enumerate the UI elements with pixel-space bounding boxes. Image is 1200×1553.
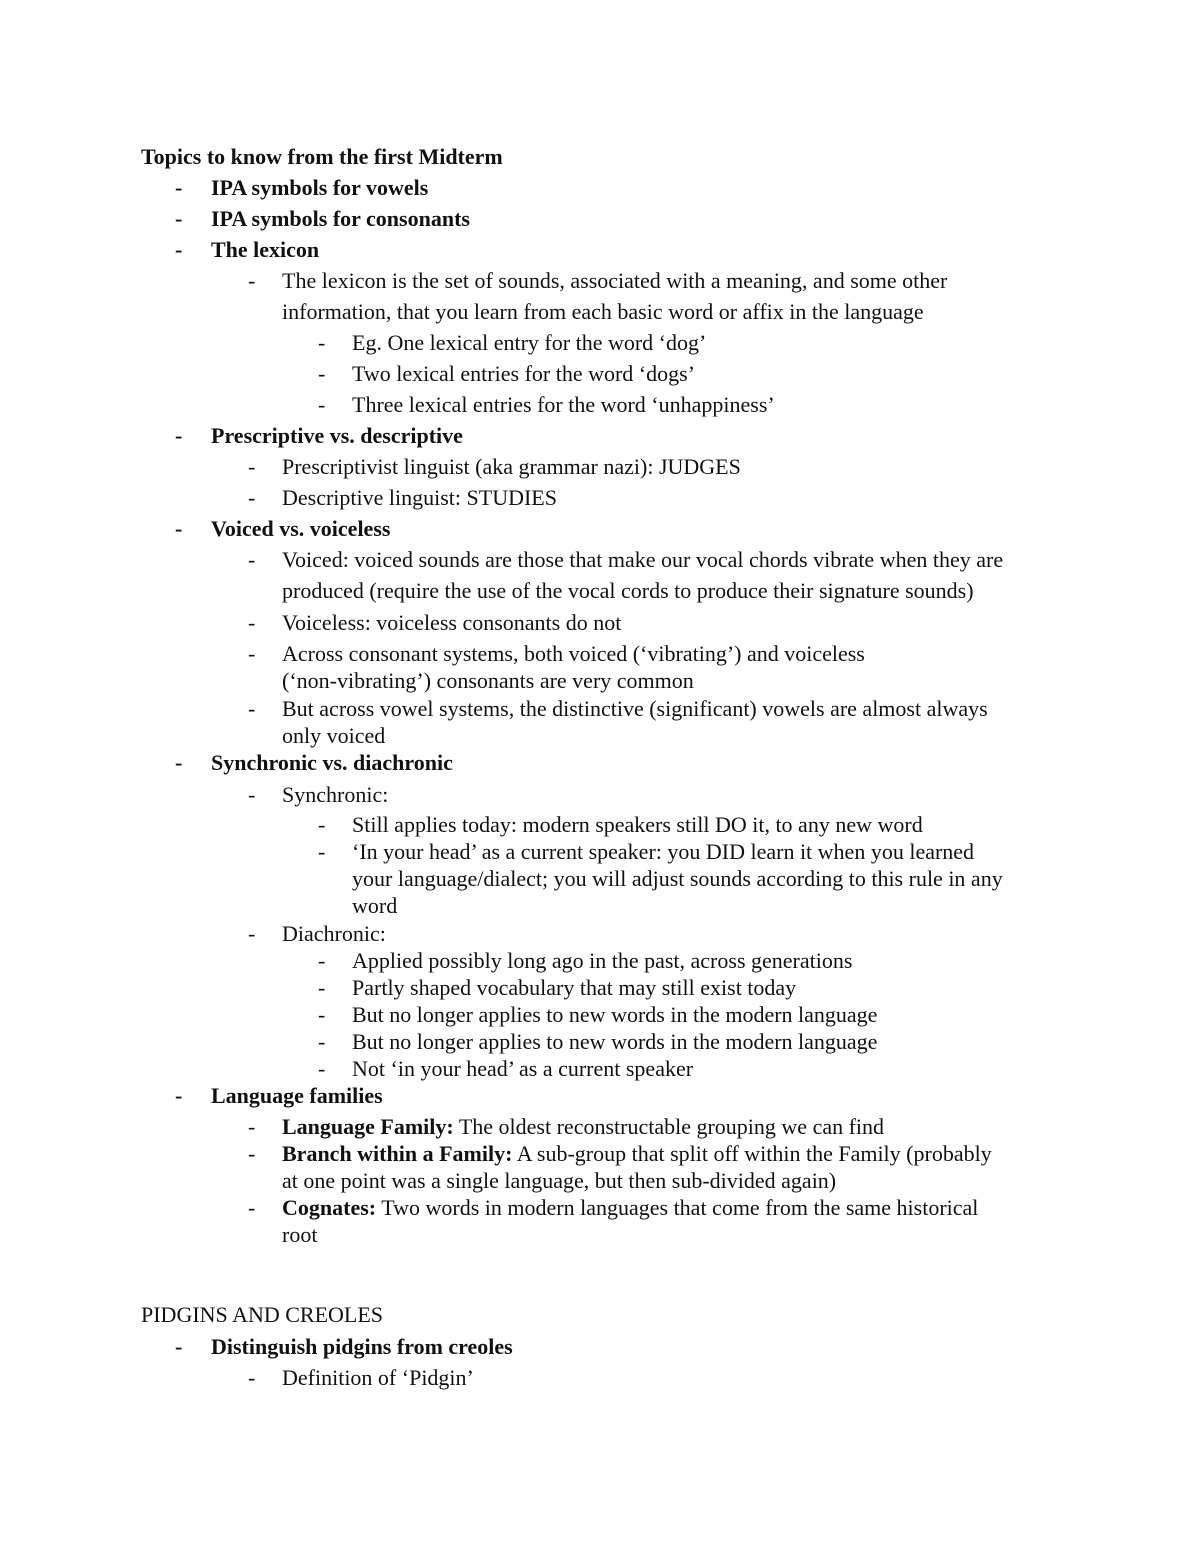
list-item: - Partly shaped vocabulary that may still exist today [318, 975, 797, 1000]
list-item: - Language Family: The oldest reconstructable grouping we can find [248, 1114, 885, 1139]
list-item: - Voiceless: voiceless consonants do not [248, 610, 622, 635]
bullet-language-families: - Language families [175, 1083, 383, 1108]
bullet-ipa-consonants: - IPA symbols for consonants [175, 206, 470, 231]
list-item: - ‘In your head’ as a current speaker: you DID learn it when you learned [318, 839, 975, 864]
list-item: - Not ‘in your head’ as a current speaker [318, 1056, 694, 1081]
page-title: Topics to know from the first Midterm [141, 144, 503, 169]
bullet-voiced: - Voiced vs. voiceless [175, 516, 391, 541]
list-item: - Descriptive linguist: STUDIES [248, 485, 557, 510]
section-heading-pidgins: PIDGINS AND CREOLES [141, 1302, 384, 1327]
lexicon-example: - Eg. One lexical entry for the word ‘dog’ [318, 330, 707, 355]
bullet-prescriptive: - Prescriptive vs. descriptive [175, 423, 463, 448]
list-item: - Still applies today: modern speakers still DO it, to any new word [318, 812, 923, 837]
bullet-distinguish: - Distinguish pidgins from creoles [175, 1334, 513, 1359]
list-item-cont: (‘non-vibrating’) consonants are very common [282, 668, 694, 693]
list-item: - Branch within a Family: A sub-group that split off within the Family (probably [248, 1141, 992, 1166]
lexicon-definition-cont: information, that you learn from each basic word or affix in the language [282, 299, 924, 324]
bullet-ipa-vowels: - IPA symbols for vowels [175, 175, 429, 200]
list-item: - Diachronic: [248, 921, 386, 946]
lexicon-definition: - The lexicon is the set of sounds, associated with a meaning, and some other [248, 268, 948, 293]
bullet-lexicon: - The lexicon [175, 237, 320, 262]
list-item: - Definition of ‘Pidgin’ [248, 1365, 474, 1390]
list-item-cont: at one point was a single language, but then sub-divided again) [282, 1168, 837, 1193]
list-item-cont: word [352, 893, 398, 918]
list-item: - Applied possibly long ago in the past, across generations [318, 948, 853, 973]
list-item: - But no longer applies to new words in the modern language [318, 1029, 878, 1054]
lexicon-example: - Two lexical entries for the word ‘dogs’ [318, 361, 696, 386]
lexicon-example: - Three lexical entries for the word ‘unhappiness’ [318, 392, 775, 417]
list-item: - But across vowel systems, the distinctive (significant) vowels are almost always [248, 696, 988, 721]
list-item-cont: your language/dialect; you will adjust sounds according to this rule in any [352, 866, 1003, 891]
bullet-synchronic: - Synchronic vs. diachronic [175, 750, 453, 775]
list-item: - But no longer applies to new words in the modern language [318, 1002, 878, 1027]
list-item-cont: produced (require the use of the vocal cords to produce their signature sounds) [282, 578, 974, 603]
list-item: - Across consonant systems, both voiced (‘vibrating’) and voiceless [248, 641, 865, 666]
list-item-cont: only voiced [282, 723, 386, 748]
list-item: - Prescriptivist linguist (aka grammar nazi): JUDGES [248, 454, 741, 479]
list-item-cont: root [282, 1222, 318, 1247]
list-item: - Synchronic: [248, 782, 389, 807]
list-item: - Voiced: voiced sounds are those that make our vocal chords vibrate when they are [248, 547, 1004, 572]
list-item: - Cognates: Two words in modern languages that come from the same historical [248, 1195, 979, 1220]
